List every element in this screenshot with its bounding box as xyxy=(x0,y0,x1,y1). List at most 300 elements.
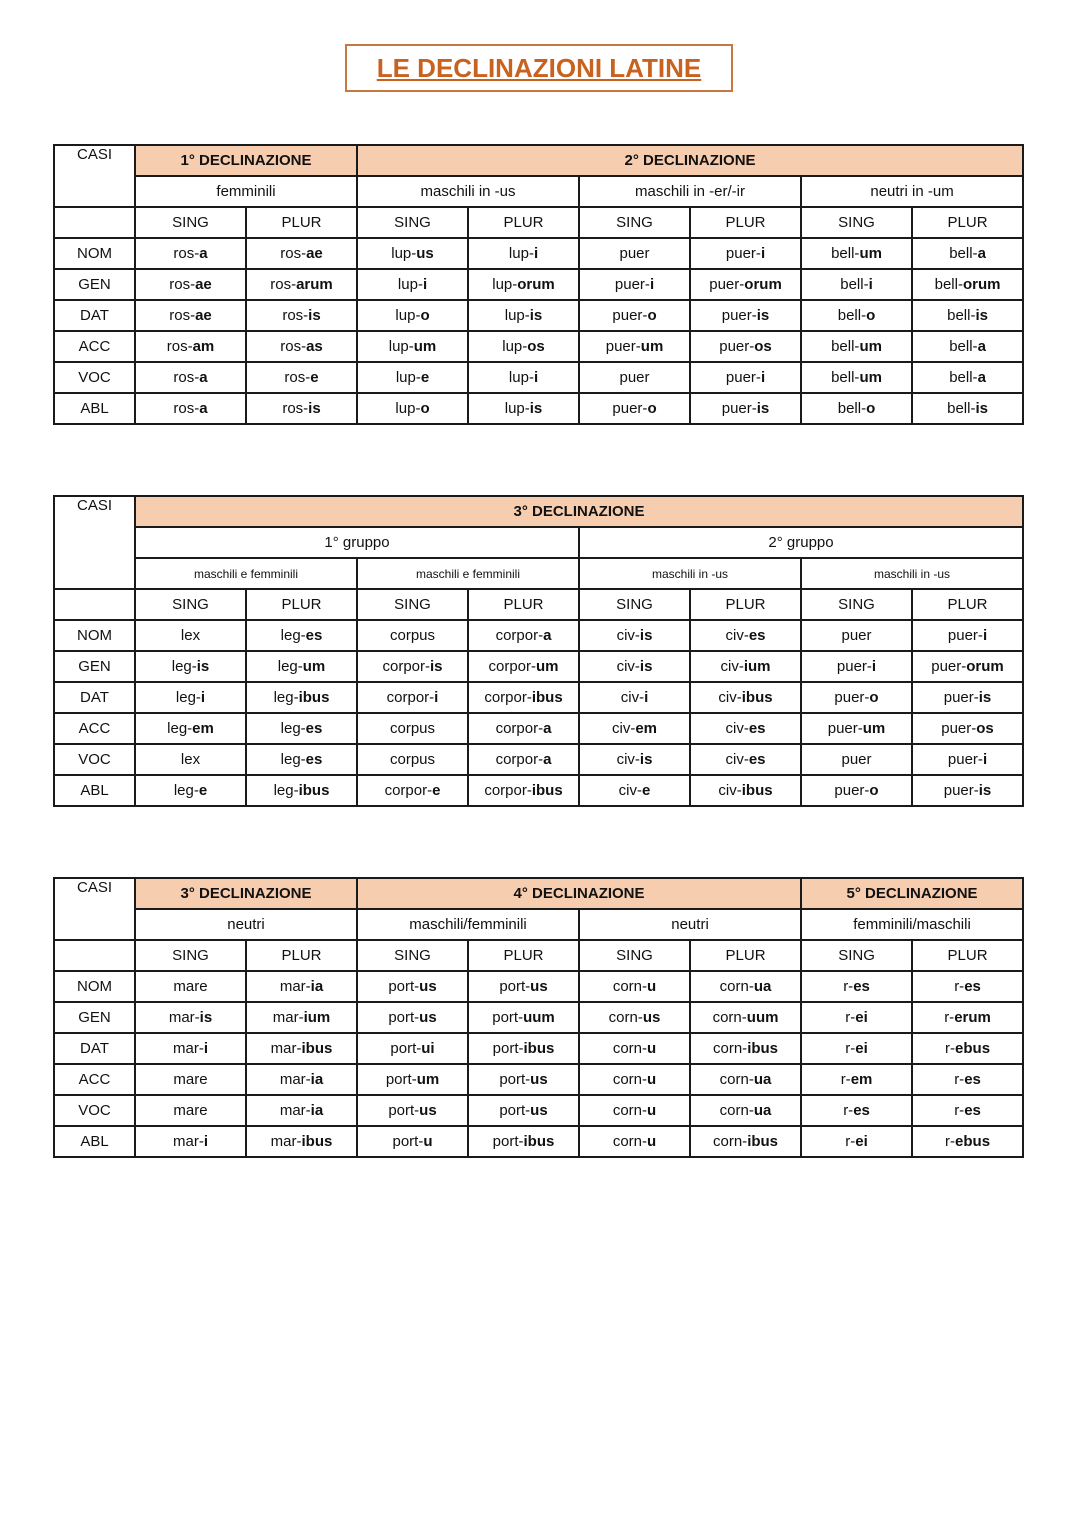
form-cell xyxy=(690,651,801,682)
form-stem: ros- xyxy=(270,276,297,293)
form-ending: ibus xyxy=(741,782,773,799)
form-stem: puer xyxy=(841,751,872,768)
form-ending: is xyxy=(756,400,770,417)
form-stem: civ- xyxy=(616,658,640,675)
case-row-nom xyxy=(54,238,1023,269)
form-stem: port- xyxy=(492,1009,524,1026)
case-row-voc xyxy=(54,1095,1023,1126)
form-cell xyxy=(690,1002,801,1033)
form-stem: ros- xyxy=(280,338,307,355)
form-cell xyxy=(135,744,246,775)
group-label: maschili e femminili xyxy=(135,558,357,589)
form-stem: lup- xyxy=(395,400,421,417)
form-cell xyxy=(135,238,246,269)
form-stem: corpor- xyxy=(382,658,430,675)
form-stem: ros- xyxy=(166,338,193,355)
form-ending: i xyxy=(203,1040,208,1057)
form-stem: puer- xyxy=(947,751,983,768)
form-stem: puer- xyxy=(709,276,745,293)
form-ending: is xyxy=(978,782,992,799)
form-stem: port- xyxy=(499,1102,531,1119)
form-cell xyxy=(135,682,246,713)
number-row xyxy=(54,207,1023,238)
form-stem: bell- xyxy=(831,245,860,262)
form-ending: a xyxy=(199,245,208,262)
form-ending: i xyxy=(982,751,988,768)
form-ending: es xyxy=(748,627,766,644)
form-cell xyxy=(912,971,1023,1002)
form-cell xyxy=(579,269,690,300)
form-ending: ibus xyxy=(741,689,773,706)
form-cell xyxy=(135,1033,246,1064)
form-ending: ibus xyxy=(531,782,563,799)
form-stem: corpor- xyxy=(384,782,433,799)
form-cell xyxy=(801,682,912,713)
form-stem: corn- xyxy=(719,978,754,995)
form-stem: leg- xyxy=(273,782,299,799)
form-cell xyxy=(468,651,579,682)
form-ending: u xyxy=(423,1133,433,1150)
form-ending: ibus xyxy=(298,689,330,706)
form-ending: em xyxy=(635,720,657,737)
case-row-gen xyxy=(54,1002,1023,1033)
form-ending: us xyxy=(530,978,548,995)
form-stem: civ- xyxy=(718,782,742,799)
form-cell xyxy=(690,269,801,300)
form-ending: ibus xyxy=(747,1040,779,1057)
form-stem: puer- xyxy=(834,689,870,706)
form-cell xyxy=(801,331,912,362)
form-cell xyxy=(690,971,801,1002)
form-cell xyxy=(246,1095,357,1126)
form-cell xyxy=(135,775,246,806)
empty-cell xyxy=(54,940,135,971)
form-cell xyxy=(690,1095,801,1126)
form-cell xyxy=(690,1126,801,1157)
form-ending: os xyxy=(527,338,545,355)
form-cell xyxy=(912,1064,1023,1095)
form-cell xyxy=(135,269,246,300)
form-ending: ia xyxy=(310,978,324,995)
form-ending: a xyxy=(977,369,986,386)
form-stem: leg- xyxy=(280,720,306,737)
form-cell xyxy=(912,1126,1023,1157)
form-cell xyxy=(468,620,579,651)
form-ending: em xyxy=(192,720,214,737)
form-cell xyxy=(690,713,801,744)
form-stem: civ- xyxy=(725,751,749,768)
form-cell xyxy=(801,1095,912,1126)
form-ending: is xyxy=(529,307,543,324)
form-cell xyxy=(912,1033,1023,1064)
form-stem: civ- xyxy=(718,689,742,706)
form-ending: ei xyxy=(855,1133,868,1150)
form-stem: leg- xyxy=(277,658,303,675)
form-stem: mar- xyxy=(173,1040,204,1057)
form-cell xyxy=(801,775,912,806)
form-ending: us xyxy=(530,1071,548,1088)
form-stem: leg- xyxy=(280,751,306,768)
form-ending: e xyxy=(420,369,430,386)
group-label: maschili e femminili xyxy=(357,558,579,589)
form-cell xyxy=(801,971,912,1002)
form-stem: mar- xyxy=(168,1009,200,1026)
form-stem: bell- xyxy=(837,307,867,324)
form-ending: i xyxy=(644,689,649,706)
form-stem: civ- xyxy=(611,720,636,737)
case-row-acc xyxy=(54,331,1023,362)
group-label: maschili in -er/-ir xyxy=(579,176,801,207)
group-label: maschili/femminili xyxy=(357,909,579,940)
form-ending: is xyxy=(529,400,543,417)
sing-label: SING xyxy=(801,589,912,620)
form-cell xyxy=(690,331,801,362)
form-cell xyxy=(579,362,690,393)
form-cell xyxy=(468,971,579,1002)
form-cell xyxy=(246,300,357,331)
form-ending: o xyxy=(866,400,876,417)
form-cell xyxy=(357,1033,468,1064)
form-cell xyxy=(579,300,690,331)
form-cell xyxy=(801,713,912,744)
form-ending: um xyxy=(640,338,664,355)
form-ending: a xyxy=(543,751,552,768)
form-ending: u xyxy=(647,1040,657,1057)
form-stem: port- xyxy=(388,1009,420,1026)
form-stem: puer- xyxy=(721,307,757,324)
form-stem: mar- xyxy=(272,1009,304,1026)
form-stem: mar- xyxy=(279,978,311,995)
form-ending: ia xyxy=(310,1071,324,1088)
form-stem: corn- xyxy=(612,1040,648,1057)
form-ending: is xyxy=(975,307,988,324)
form-ending: am xyxy=(192,338,215,355)
case-row-acc xyxy=(54,713,1023,744)
form-ending: is xyxy=(978,689,992,706)
form-cell xyxy=(246,362,357,393)
form-cell xyxy=(135,1095,246,1126)
form-stem: civ- xyxy=(720,658,744,675)
form-cell xyxy=(912,1002,1023,1033)
form-ending: um xyxy=(859,369,882,386)
form-cell xyxy=(690,1064,801,1095)
form-cell xyxy=(690,362,801,393)
form-ending: us xyxy=(530,1102,548,1119)
form-ending: is xyxy=(639,627,653,644)
group-label: femminili xyxy=(135,176,357,207)
case-row-gen xyxy=(54,269,1023,300)
plur-label: PLUR xyxy=(690,589,801,620)
case-row-voc xyxy=(54,362,1023,393)
form-cell xyxy=(357,713,468,744)
form-ending: ibus xyxy=(747,1133,779,1150)
form-stem: corn- xyxy=(612,1133,648,1150)
plur-label: PLUR xyxy=(246,589,357,620)
form-cell xyxy=(246,393,357,424)
form-ending: es xyxy=(305,751,323,768)
form-stem: puer- xyxy=(721,400,757,417)
header-row xyxy=(54,145,1023,176)
plur-label: PLUR xyxy=(468,940,579,971)
form-ending: um xyxy=(536,658,559,675)
form-stem: port- xyxy=(385,1071,417,1088)
form-ending: es xyxy=(305,720,323,737)
case-label: DAT xyxy=(54,1033,135,1064)
form-cell xyxy=(690,1033,801,1064)
form-ending: us xyxy=(419,1102,437,1119)
form-stem: r- xyxy=(840,1071,851,1088)
case-row-dat xyxy=(54,1033,1023,1064)
form-stem: r- xyxy=(954,978,965,995)
form-ending: um xyxy=(416,1071,440,1088)
form-ending: i xyxy=(533,369,539,386)
form-ending: ae xyxy=(195,307,212,324)
empty-cell xyxy=(54,207,135,238)
form-ending: um xyxy=(859,338,882,355)
form-ending: us xyxy=(419,1009,437,1026)
case-row-voc xyxy=(54,744,1023,775)
form-stem: corpus xyxy=(389,720,436,737)
form-ending: i xyxy=(203,1133,208,1150)
form-cell xyxy=(801,744,912,775)
case-row-dat xyxy=(54,682,1023,713)
form-ending: a xyxy=(543,720,552,737)
form-ending: ui xyxy=(421,1040,435,1057)
form-ending: es xyxy=(964,1071,981,1088)
header-row xyxy=(54,496,1023,527)
form-stem: lup- xyxy=(508,369,534,386)
case-row-gen xyxy=(54,651,1023,682)
form-ending: is xyxy=(308,307,321,324)
form-ending: i xyxy=(649,276,655,293)
form-cell xyxy=(468,744,579,775)
form-stem: corpor- xyxy=(484,689,532,706)
form-cell xyxy=(135,1126,246,1157)
case-label: VOC xyxy=(54,744,135,775)
form-stem: puer- xyxy=(614,276,650,293)
form-stem: civ- xyxy=(618,782,642,799)
form-stem: r- xyxy=(843,1102,854,1119)
form-ending: us xyxy=(642,1009,661,1026)
case-label: DAT xyxy=(54,682,135,713)
form-stem: corpor- xyxy=(484,782,532,799)
decl-4-header: 4° DECLINAZIONE xyxy=(357,878,801,909)
form-ending: erum xyxy=(954,1009,991,1026)
form-ending: ibus xyxy=(523,1133,555,1150)
form-cell xyxy=(468,775,579,806)
form-stem: civ- xyxy=(725,627,749,644)
form-cell xyxy=(690,300,801,331)
form-ending: orum xyxy=(517,276,555,293)
form-ending: e xyxy=(198,782,208,799)
form-cell xyxy=(468,1126,579,1157)
case-row-nom xyxy=(54,620,1023,651)
form-ending: o xyxy=(869,782,879,799)
form-stem: bell- xyxy=(840,276,869,293)
form-stem: civ- xyxy=(620,689,645,706)
group-row xyxy=(54,909,1023,940)
plur-label: PLUR xyxy=(246,207,357,238)
form-ending: arum xyxy=(296,276,333,293)
form-ending: ium xyxy=(743,658,771,675)
form-ending: e xyxy=(432,782,441,799)
form-cell xyxy=(912,362,1023,393)
form-cell xyxy=(690,620,801,651)
form-stem: puer- xyxy=(834,782,870,799)
case-label: ABL xyxy=(54,393,135,424)
declension-table-2 xyxy=(53,495,1024,807)
form-stem: corn- xyxy=(719,1071,754,1088)
form-cell xyxy=(135,651,246,682)
plur-label: PLUR xyxy=(468,589,579,620)
form-cell xyxy=(579,744,690,775)
form-ending: u xyxy=(647,1102,657,1119)
form-stem: puer- xyxy=(605,338,641,355)
sing-label: SING xyxy=(579,207,690,238)
form-cell xyxy=(579,775,690,806)
form-cell xyxy=(579,682,690,713)
form-ending: ibus xyxy=(531,689,563,706)
form-ending: u xyxy=(647,1071,657,1088)
form-ending: u xyxy=(647,978,657,995)
case-row-acc xyxy=(54,1064,1023,1095)
form-stem: r- xyxy=(944,1009,955,1026)
form-stem: mar- xyxy=(279,1071,311,1088)
form-ending: as xyxy=(306,338,323,355)
form-ending: es xyxy=(748,751,766,768)
form-cell xyxy=(135,393,246,424)
group-label: neutri xyxy=(579,909,801,940)
form-ending: is xyxy=(199,1009,213,1026)
case-label: VOC xyxy=(54,362,135,393)
form-stem: r- xyxy=(945,1040,956,1057)
case-row-abl xyxy=(54,1126,1023,1157)
form-ending: ibus xyxy=(523,1040,555,1057)
form-cell xyxy=(468,1064,579,1095)
form-cell xyxy=(801,1126,912,1157)
form-ending: us xyxy=(419,978,437,995)
form-cell xyxy=(357,238,468,269)
page-title-box xyxy=(345,44,733,92)
form-ending: ibus xyxy=(301,1040,333,1057)
form-stem: puer- xyxy=(612,400,648,417)
form-cell xyxy=(357,1095,468,1126)
form-ending: um xyxy=(859,245,882,262)
form-ending: orum xyxy=(744,276,782,293)
form-stem: corpor- xyxy=(488,658,536,675)
form-cell xyxy=(357,971,468,1002)
form-cell xyxy=(246,682,357,713)
form-cell xyxy=(246,713,357,744)
form-stem: puer- xyxy=(725,245,761,262)
form-cell xyxy=(912,393,1023,424)
group-row xyxy=(54,176,1023,207)
form-cell xyxy=(357,300,468,331)
form-stem: corpus xyxy=(389,751,436,768)
decl-5-header: 5° DECLINAZIONE xyxy=(801,878,1023,909)
form-ending: ia xyxy=(310,1102,324,1119)
form-ending: o xyxy=(647,307,657,324)
form-cell xyxy=(135,620,246,651)
form-stem: port- xyxy=(492,1133,524,1150)
form-cell xyxy=(912,269,1023,300)
form-stem: lup- xyxy=(492,276,518,293)
form-stem: ros- xyxy=(173,400,200,417)
form-stem: bell- xyxy=(934,276,963,293)
form-cell xyxy=(357,682,468,713)
form-stem: corpor- xyxy=(495,627,544,644)
case-label: VOC xyxy=(54,1095,135,1126)
form-cell xyxy=(246,651,357,682)
form-cell xyxy=(135,300,246,331)
form-stem: corn- xyxy=(713,1040,748,1057)
empty-cell xyxy=(54,589,135,620)
form-ending: o xyxy=(420,307,430,324)
form-stem: puer xyxy=(619,369,650,386)
form-stem: civ- xyxy=(616,751,640,768)
form-ending: ibus xyxy=(298,782,330,799)
form-stem: mar- xyxy=(270,1040,302,1057)
group-label: maschili in -us xyxy=(801,558,1023,589)
casi-header: CASI xyxy=(54,878,135,940)
form-cell xyxy=(801,238,912,269)
form-stem: corpor- xyxy=(386,689,435,706)
form-cell xyxy=(690,775,801,806)
form-ending: um xyxy=(862,720,886,737)
form-cell xyxy=(579,1002,690,1033)
form-stem: ros- xyxy=(173,245,200,262)
form-stem: ros- xyxy=(284,369,311,386)
form-stem: r- xyxy=(845,1040,856,1057)
form-stem: r- xyxy=(845,1133,856,1150)
form-stem: puer xyxy=(841,627,872,644)
form-stem: lup- xyxy=(395,369,421,386)
form-stem: ros- xyxy=(169,276,196,293)
plur-label: PLUR xyxy=(690,207,801,238)
case-label: ABL xyxy=(54,775,135,806)
form-cell xyxy=(579,713,690,744)
form-cell xyxy=(801,620,912,651)
form-ending: o xyxy=(647,400,657,417)
form-ending: os xyxy=(976,720,994,737)
sing-label: SING xyxy=(135,589,246,620)
form-cell xyxy=(912,331,1023,362)
form-ending: i xyxy=(760,369,766,386)
form-ending: a xyxy=(199,400,208,417)
form-stem: puer- xyxy=(943,689,979,706)
form-stem: corpor- xyxy=(495,720,544,737)
form-stem: corn- xyxy=(612,1102,648,1119)
form-ending: es xyxy=(305,627,323,644)
form-ending: i xyxy=(760,245,766,262)
form-ending: e xyxy=(641,782,651,799)
form-ending: is xyxy=(639,751,653,768)
page-title: LE DECLINAZIONI LATINE xyxy=(376,52,702,83)
casi-header: CASI xyxy=(54,496,135,589)
form-cell xyxy=(357,1126,468,1157)
sing-label: SING xyxy=(801,940,912,971)
form-cell xyxy=(690,682,801,713)
form-ending: uum xyxy=(746,1009,779,1026)
form-stem: lup- xyxy=(504,400,530,417)
form-stem: lup- xyxy=(508,245,534,262)
form-ending: o xyxy=(869,689,879,706)
form-stem: lex xyxy=(180,627,201,644)
form-cell xyxy=(912,744,1023,775)
plur-label: PLUR xyxy=(912,940,1023,971)
form-stem: lup- xyxy=(391,245,417,262)
form-cell xyxy=(468,1095,579,1126)
